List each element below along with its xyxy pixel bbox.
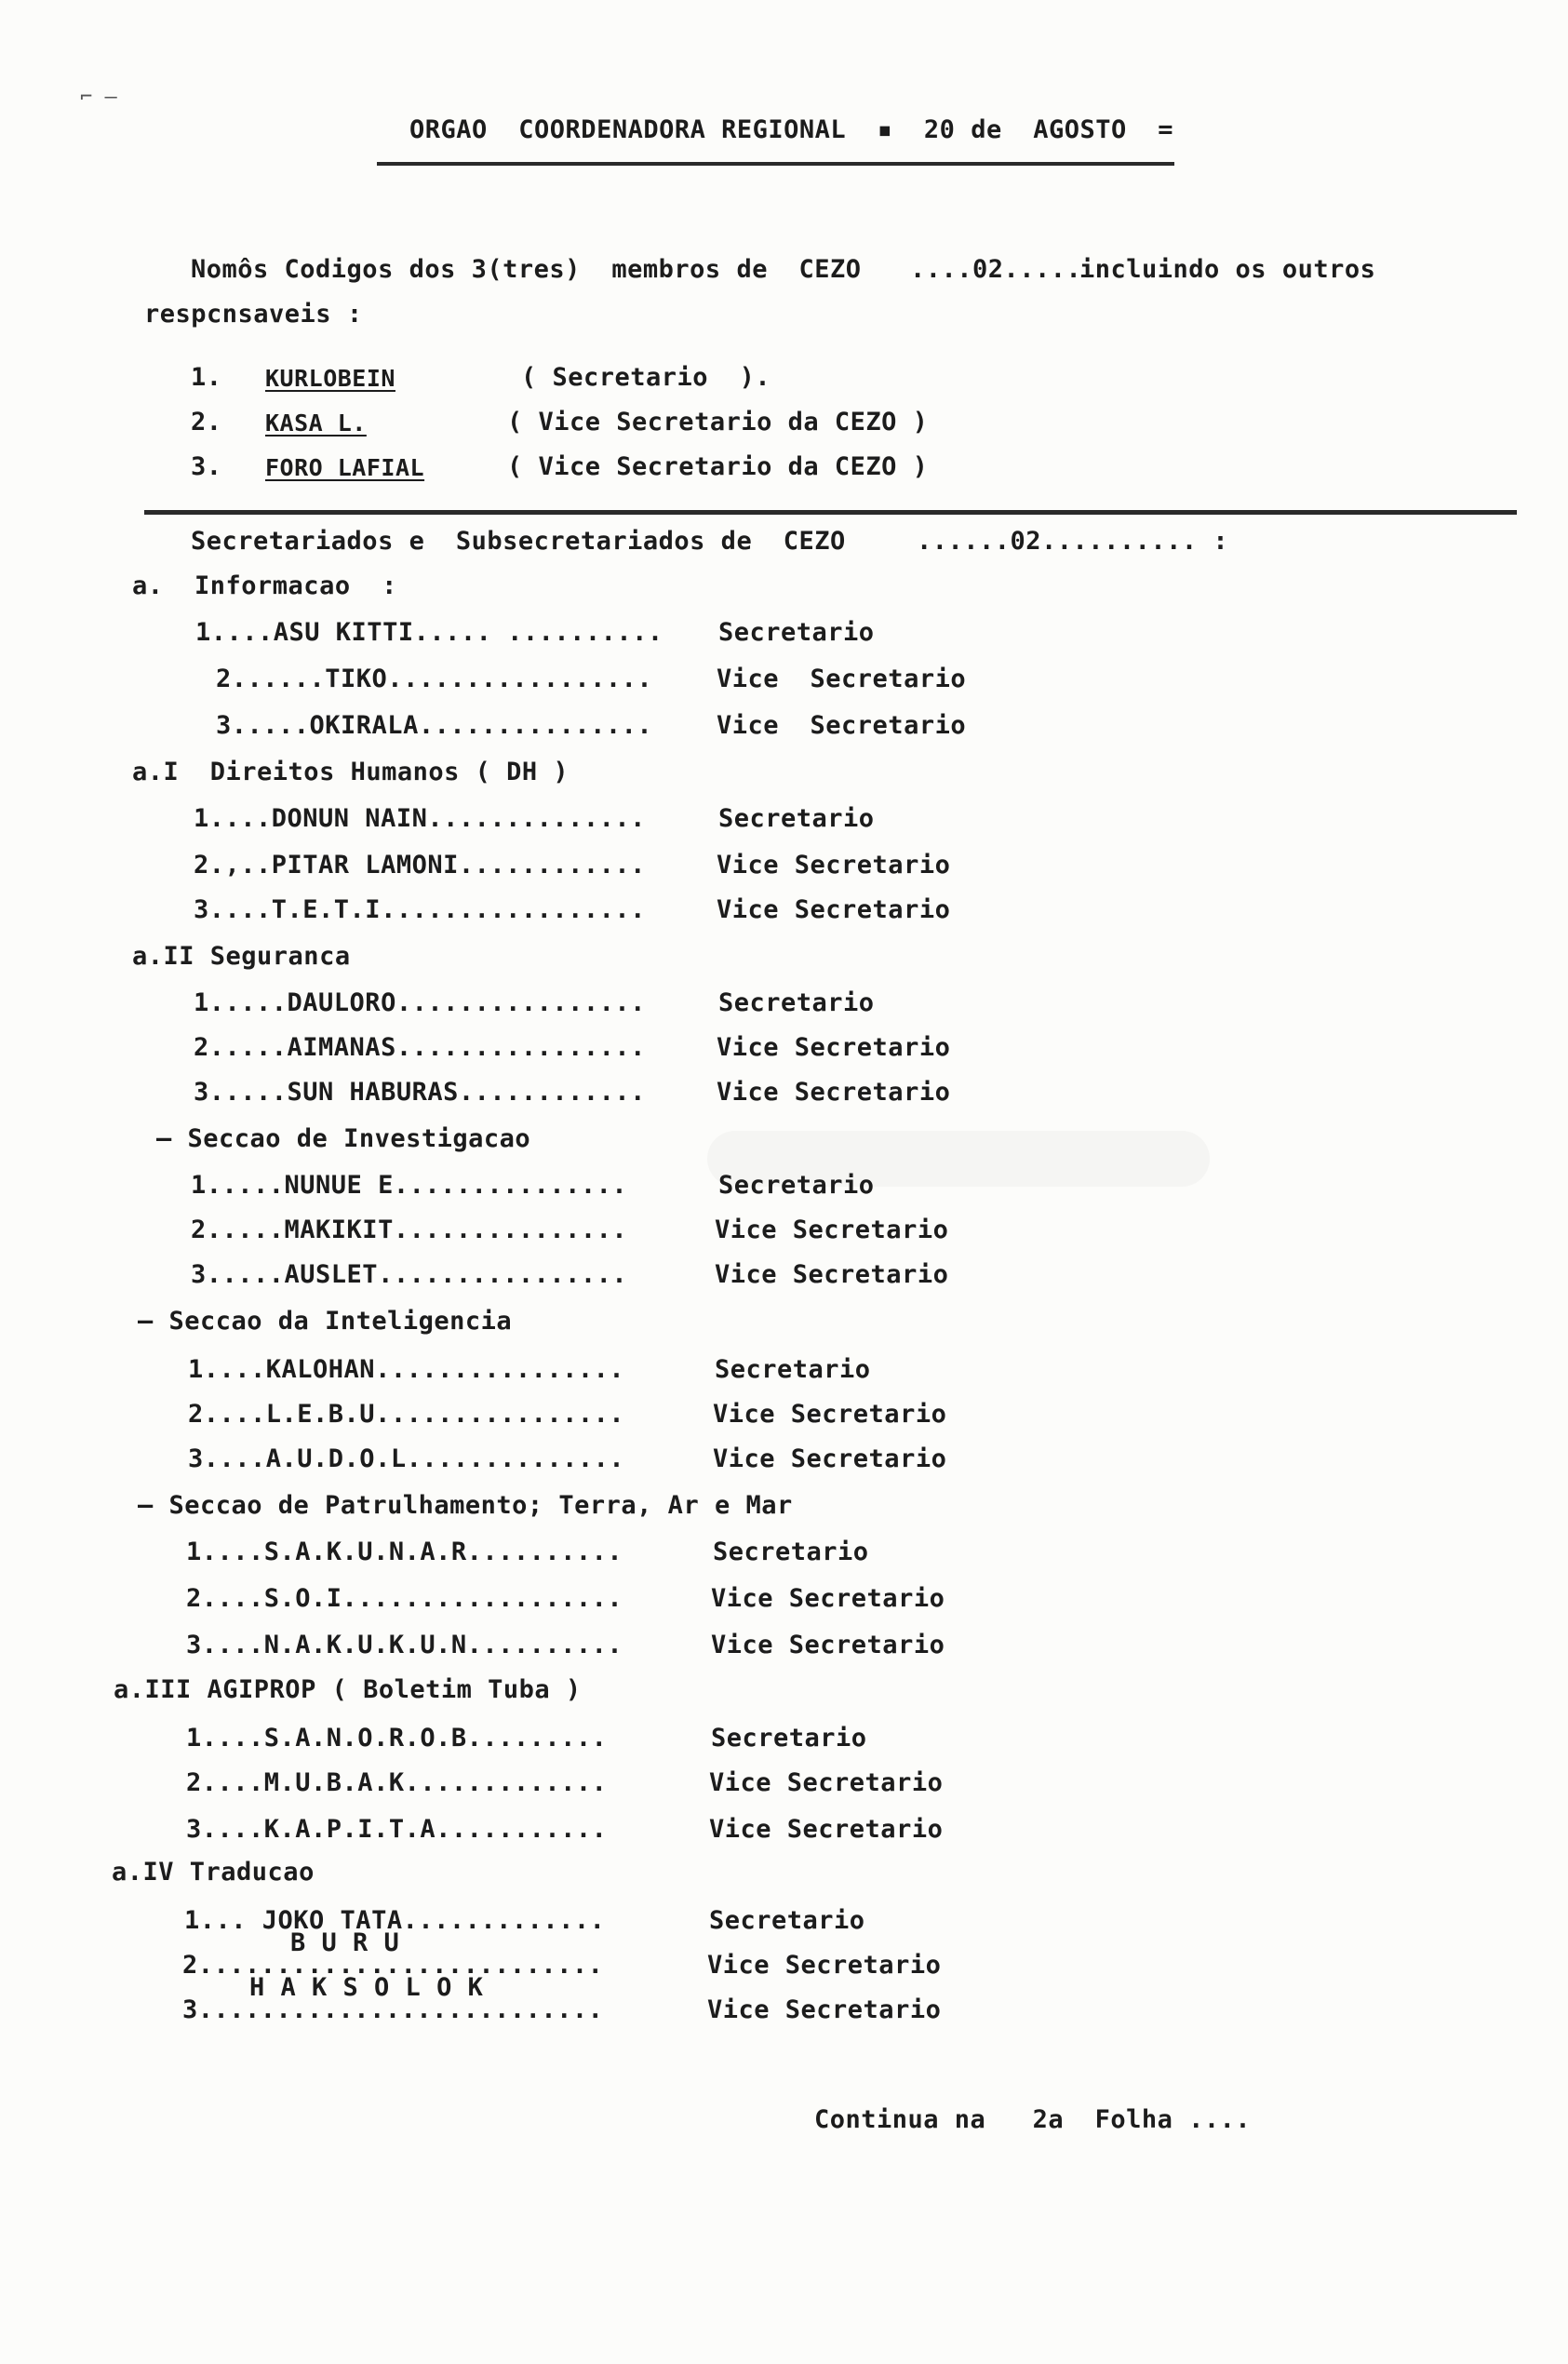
roster-line: 3.....SUN HABURAS............ bbox=[194, 1078, 646, 1107]
roster-line: 2.....MAKIKIT............... bbox=[191, 1216, 628, 1244]
roster-role: Vice Secretario bbox=[717, 665, 967, 693]
section-label: a.I Direitos Humanos ( DH ) bbox=[132, 758, 570, 786]
roster-line: 2....L.E.B.U................ bbox=[188, 1400, 625, 1429]
roster-role: Vice Secretario bbox=[711, 1631, 945, 1659]
member-role: ( Vice Secretario da CEZO ) bbox=[507, 408, 929, 437]
roster-role: Vice Secretario bbox=[717, 895, 951, 924]
roster-role: Secretario bbox=[718, 1171, 875, 1200]
roster-role: Vice Secretario bbox=[715, 1216, 949, 1244]
member-name: KURLOBEIN bbox=[265, 365, 395, 392]
continuation-note: Continua na 2a Folha .... bbox=[814, 2105, 1252, 2134]
roster-line: 2....M.U.B.A.K............. bbox=[186, 1768, 608, 1797]
roster-role: Vice Secretario bbox=[717, 1033, 951, 1062]
roster-role: Secretario bbox=[718, 804, 875, 833]
member-role: ( Vice Secretario da CEZO ) bbox=[507, 452, 929, 481]
section-label: a. Informacao : bbox=[132, 571, 397, 600]
roster-role: Secretario bbox=[711, 1724, 867, 1753]
roster-role: Vice Secretario bbox=[709, 1815, 944, 1844]
member-name: FORO LAFIAL bbox=[265, 454, 425, 481]
roster-line: 2.......................... bbox=[182, 1951, 604, 1980]
roster-role: Vice Secretario bbox=[717, 711, 967, 740]
roster-role: Vice Secretario bbox=[707, 1951, 942, 1980]
member-number: 2. bbox=[191, 408, 222, 437]
roster-line: 2......TIKO................. bbox=[216, 665, 653, 693]
roster-line: 1.....DAULORO................ bbox=[194, 988, 646, 1017]
member-number: 3. bbox=[191, 452, 222, 481]
roster-line: 1....S.A.K.U.N.A.R.......... bbox=[186, 1538, 623, 1566]
roster-role: Vice Secretario bbox=[717, 1078, 951, 1107]
roster-role: Vice Secretario bbox=[713, 1444, 947, 1473]
page-title: ORGAO COORDENADORA REGIONAL ▪ 20 de AGOSTO = bbox=[409, 115, 1174, 144]
intro-line1-right: incluindo os outros bbox=[1079, 255, 1376, 284]
member-number: 1. bbox=[191, 363, 222, 392]
title-underline bbox=[377, 162, 1174, 166]
roster-line: 3....T.E.T.I................. bbox=[194, 895, 646, 924]
typed-name-above-line: H A K S O L O K bbox=[249, 1973, 484, 2002]
roster-line: 1... JOKO TATA............. bbox=[184, 1906, 606, 1935]
intro-line1-left: Nomôs Codigos dos 3(tres) membros de CEZO bbox=[191, 255, 862, 284]
roster-role: Vice Secretario bbox=[709, 1768, 944, 1797]
secretariats-heading: Secretariados e Subsecretariados de CEZO bbox=[191, 527, 846, 556]
roster-line: 1....S.A.N.O.R.O.B......... bbox=[186, 1724, 608, 1753]
roster-line: 1.....NUNUE E............... bbox=[191, 1171, 628, 1200]
roster-role: Vice Secretario bbox=[715, 1260, 949, 1289]
roster-line: 2.....AIMANAS................ bbox=[194, 1033, 646, 1062]
intro-line1-dots: ....02..... bbox=[910, 255, 1082, 284]
section-label: – Seccao de Investigacao bbox=[156, 1124, 531, 1153]
typed-name-above-line: B U R U bbox=[290, 1928, 400, 1957]
section-label: a.II Seguranca bbox=[132, 942, 351, 971]
roster-role: Vice Secretario bbox=[713, 1400, 947, 1429]
intro-line2: respcnsaveis : bbox=[144, 300, 363, 329]
roster-line: 3.......................... bbox=[182, 1995, 604, 2024]
roster-role: Secretario bbox=[715, 1355, 871, 1384]
roster-line: 3....A.U.D.O.L.............. bbox=[188, 1444, 625, 1473]
roster-line: 1....KALOHAN................ bbox=[188, 1355, 625, 1384]
roster-role: Vice Secretario bbox=[717, 851, 951, 880]
roster-line: 3.....AUSLET................ bbox=[191, 1260, 628, 1289]
roster-role: Secretario bbox=[709, 1906, 865, 1935]
roster-role: Secretario bbox=[718, 988, 875, 1017]
roster-role: Vice Secretario bbox=[711, 1584, 945, 1613]
section-label: a.III AGIPROP ( Boletim Tuba ) bbox=[114, 1675, 582, 1704]
roster-line: 3.....OKIRALA............... bbox=[216, 711, 653, 740]
member-name: KASA L. bbox=[265, 410, 367, 437]
roster-line: 3....N.A.K.U.K.U.N.......... bbox=[186, 1631, 623, 1659]
section-divider bbox=[144, 510, 1517, 515]
secretariats-dots: ......02.......... : bbox=[917, 527, 1229, 556]
roster-role: Secretario bbox=[713, 1538, 869, 1566]
roster-role: Vice Secretario bbox=[707, 1995, 942, 2024]
member-role: ( Secretario ). bbox=[521, 363, 771, 392]
roster-line: 3....K.A.P.I.T.A........... bbox=[186, 1815, 608, 1844]
roster-line: 2.,..PITAR LAMONI............ bbox=[194, 851, 646, 880]
section-label: – Seccao de Patrulhamento; Terra, Ar e Mar bbox=[138, 1491, 793, 1520]
roster-line: 2....S.O.I.................. bbox=[186, 1584, 623, 1613]
roster-line: 1....ASU KITTI..... .......... bbox=[195, 618, 663, 647]
section-label: – Seccao da Inteligencia bbox=[138, 1307, 513, 1336]
roster-role: Secretario bbox=[718, 618, 875, 647]
roster-line: 1....DONUN NAIN.............. bbox=[194, 804, 646, 833]
stray-mark: ⌐ ‒ bbox=[80, 86, 117, 109]
section-label: a.IV Traducao bbox=[112, 1858, 315, 1887]
